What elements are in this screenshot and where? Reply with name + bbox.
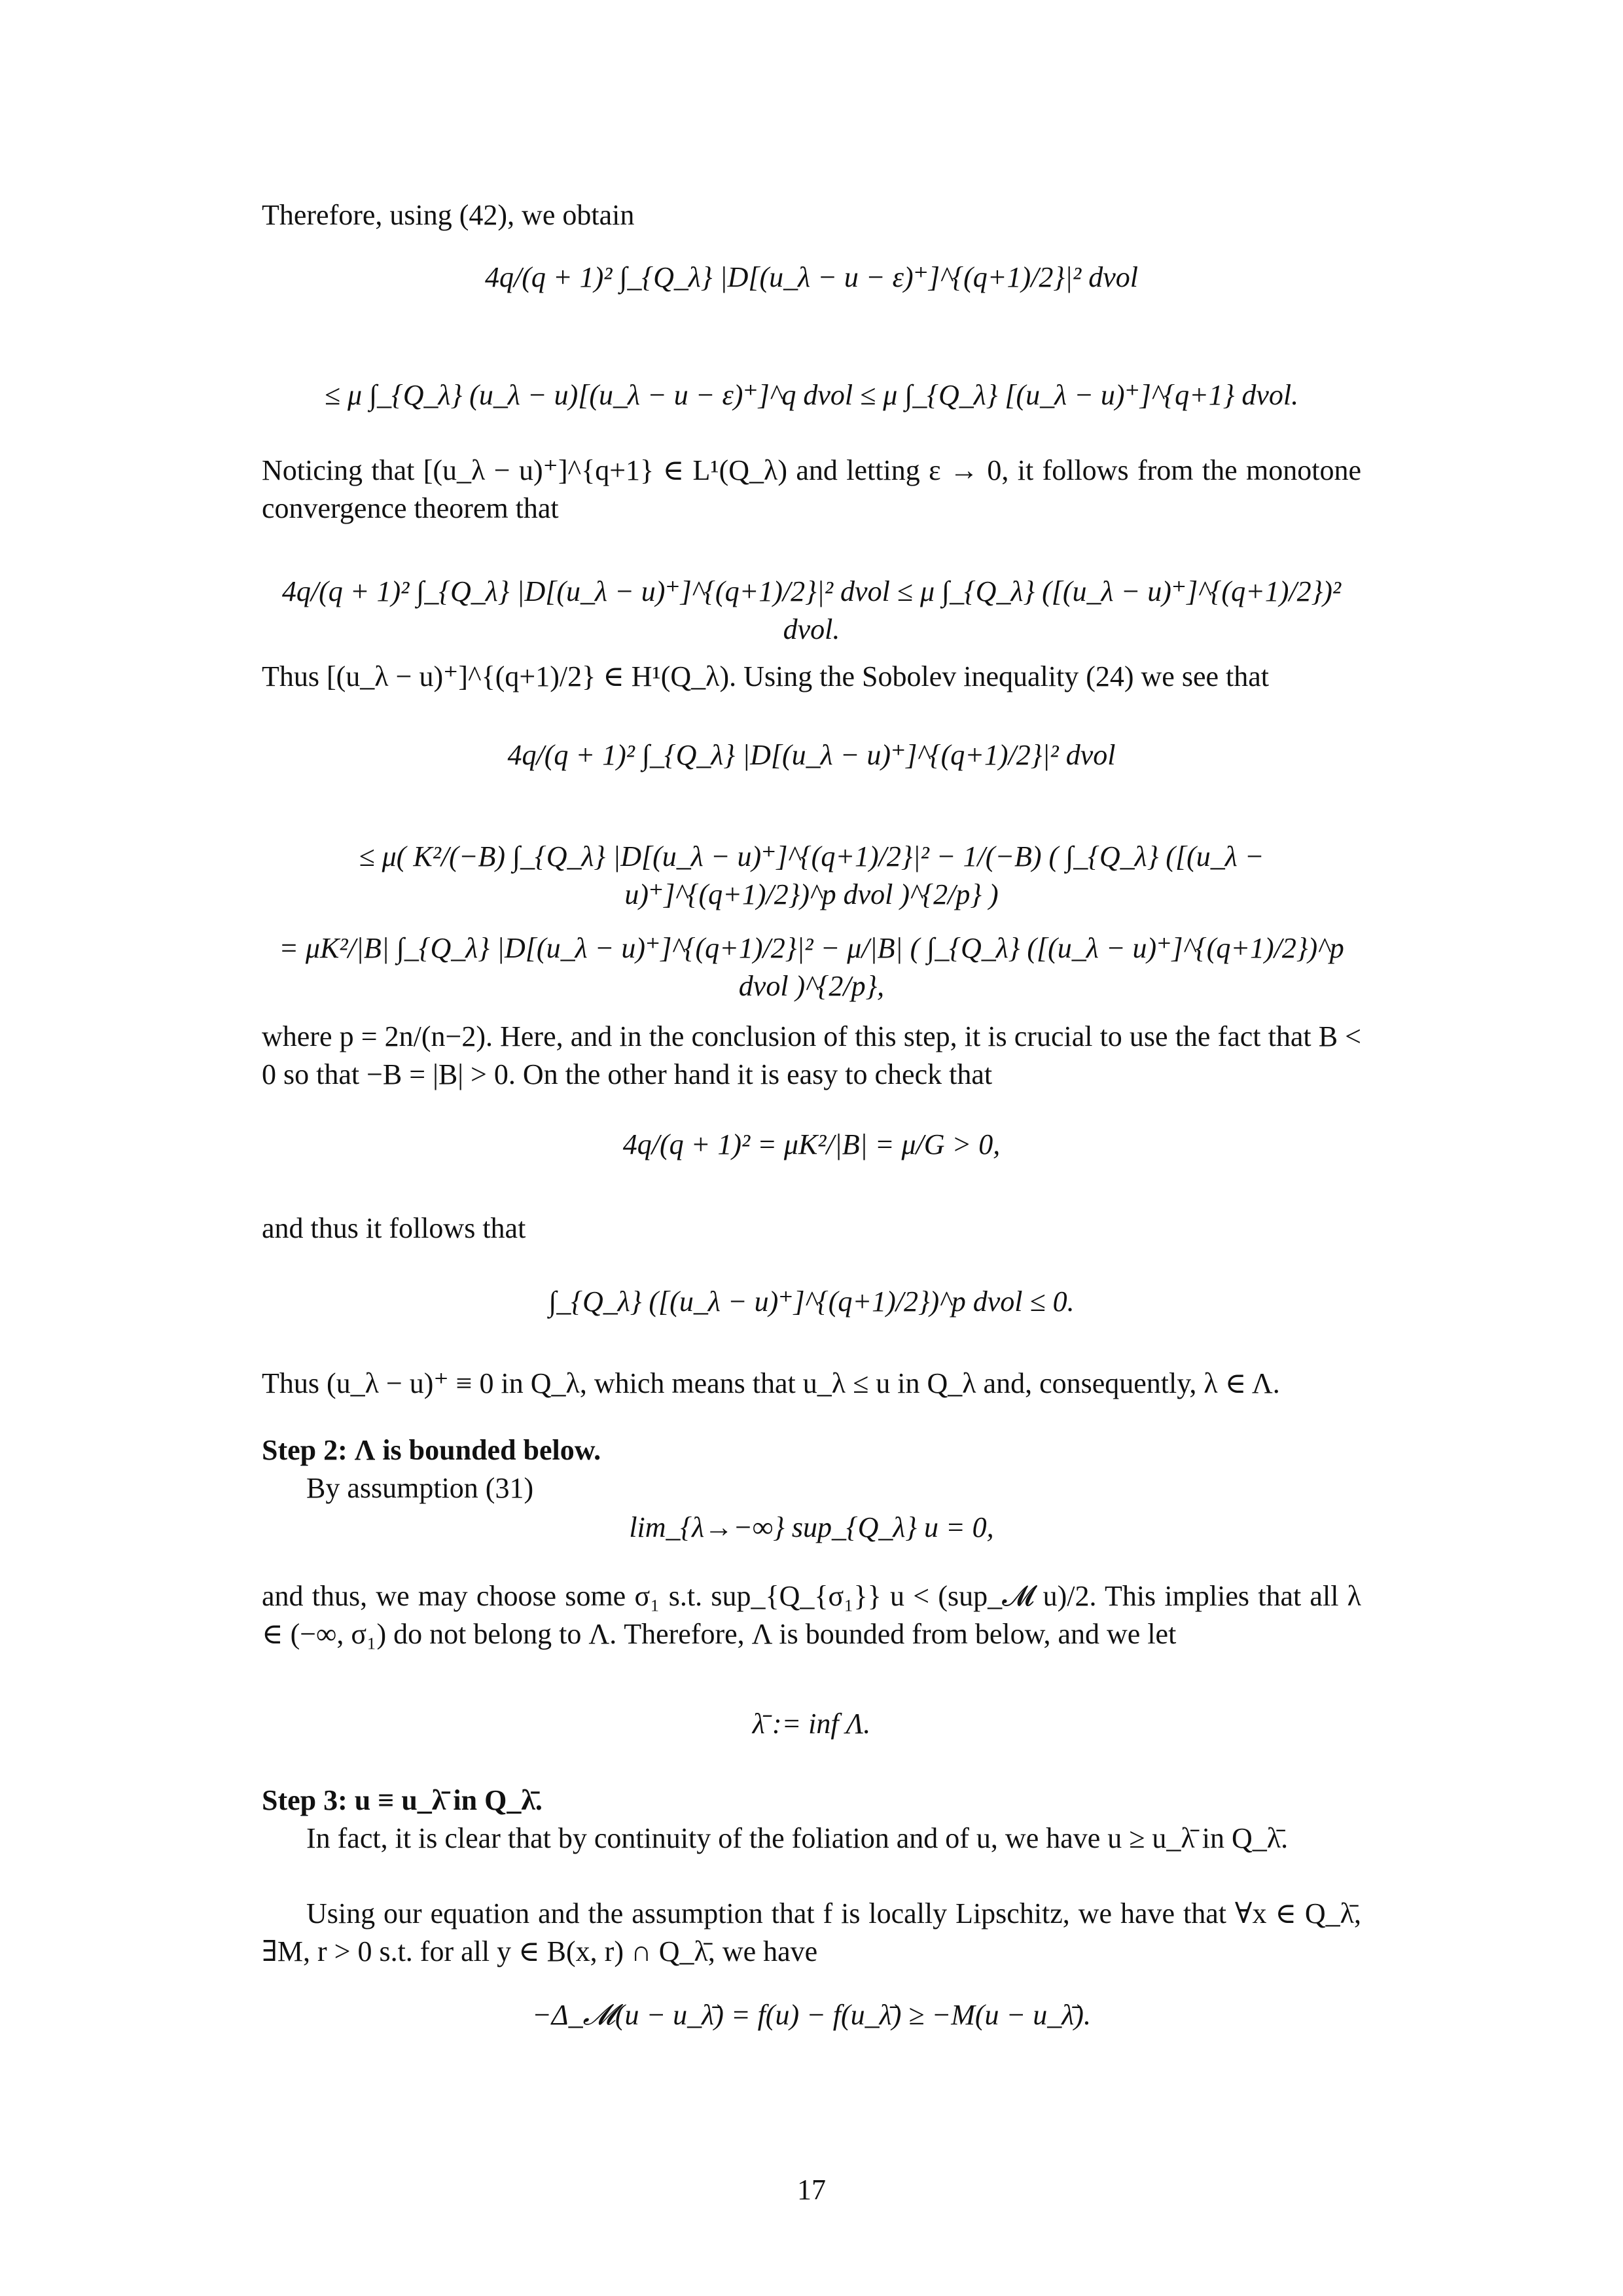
page-number: 17	[797, 2174, 826, 2206]
equation-3a: 4q/(q + 1)² ∫_{Q_λ} |D[(u_λ − u)⁺]^{(q+1)/2}|² dvol	[507, 739, 1116, 771]
equation-1a: 4q/(q + 1)² ∫_{Q_λ} |D[(u_λ − u − ε)⁺]^{(q+1)/2}|² dvol	[485, 261, 1138, 293]
equation-4: 4q/(q + 1)² = μK²/|B| = μ/G > 0,	[622, 1128, 1001, 1160]
paragraph-lipschitz: Using our equation and the assumption that f is locally Lipschitz, we have that ∀x ∈ Q_λ̄, ∃M, r > 0 s.t. for all y ∈ B(x, r) ∩ Q_λ̄, we have	[262, 1897, 1361, 1967]
equation-7: λ̄ := inf Λ.	[752, 1708, 871, 1740]
paragraph-assumption: By assumption (31)	[306, 1472, 534, 1504]
equation-2: 4q/(q + 1)² ∫_{Q_λ} |D[(u_λ − u)⁺]^{(q+1)/2}|² dvol ≤ μ ∫_{Q_λ} ([(u_λ − u)⁺]^{(q+1)/2})² dvol.	[281, 575, 1342, 645]
equation-1b: ≤ μ ∫_{Q_λ} (u_λ − u)[(u_λ − u − ε)⁺]^q dvol ≤ μ ∫_{Q_λ} [(u_λ − u)⁺]^{q+1} dvol.	[324, 379, 1299, 411]
paragraph-where-p: where p = 2n/(n−2). Here, and in the conclusion of this step, it is crucial to use the fact that B < 0 so that −B = |B| > 0. On the other hand it is easy to check that	[262, 1020, 1361, 1090]
equation-3b: ≤ μ( K²/(−B) ∫_{Q_λ} |D[(u_λ − u)⁺]^{(q+1)/2}|² − 1/(−B) ( ∫_{Q_λ} ([(u_λ − u)⁺]^{(q+1)/2})^p dvol )^{2/p} )	[359, 840, 1264, 910]
heading-step-2: Step 2: Λ is bounded below.	[262, 1434, 601, 1466]
paragraph-choose-sigma: and thus, we may choose some σ₁ s.t. sup_{Q_{σ₁}} u < (sup_𝓜 u)/2. This implies that all λ ∈ (−∞, σ₁) do not belong to Λ. Therefore, Λ is bounded from below, and we let	[262, 1580, 1361, 1650]
equation-3c: = μK²/|B| ∫_{Q_λ} |D[(u_λ − u)⁺]^{(q+1)/2}|² − μ/|B| ( ∫_{Q_λ} ([(u_λ − u)⁺]^{(q+1)/2})^p dvol )^{2/p},	[279, 932, 1344, 1002]
equation-8: −Δ_𝓜(u − u_λ̄) = f(u) − f(u_λ̄) ≥ −M(u − u_λ̄).	[532, 1999, 1091, 2031]
paragraph-conclusion-step1: Thus (u_λ − u)⁺ ≡ 0 in Q_λ, which means that u_λ ≤ u in Q_λ and, consequently, λ ∈ Λ.	[262, 1367, 1280, 1399]
paragraph-continuity: In fact, it is clear that by continuity of the foliation and of u, we have u ≥ u_λ̄ in Q_λ̄.	[306, 1822, 1289, 1854]
equation-5: ∫_{Q_λ} ([(u_λ − u)⁺]^{(q+1)/2})^p dvol ≤ 0.	[548, 1285, 1075, 1318]
paragraph-noticing: Noticing that [(u_λ − u)⁺]^{q+1} ∈ L¹(Q_λ) and letting ε → 0, it follows from the monotone convergence theorem that	[262, 454, 1361, 524]
paragraph-sobolev: Thus [(u_λ − u)⁺]^{(q+1)/2} ∈ H¹(Q_λ). Using the Sobolev inequality (24) we see that	[262, 660, 1269, 692]
heading-step-3: Step 3: u ≡ u_λ̄ in Q_λ̄.	[262, 1784, 543, 1816]
paragraph-therefore: Therefore, using (42), we obtain	[262, 199, 635, 231]
equation-6: lim_{λ→−∞} sup_{Q_λ} u = 0,	[629, 1511, 994, 1543]
paragraph-thus-follows: and thus it follows that	[262, 1212, 526, 1244]
